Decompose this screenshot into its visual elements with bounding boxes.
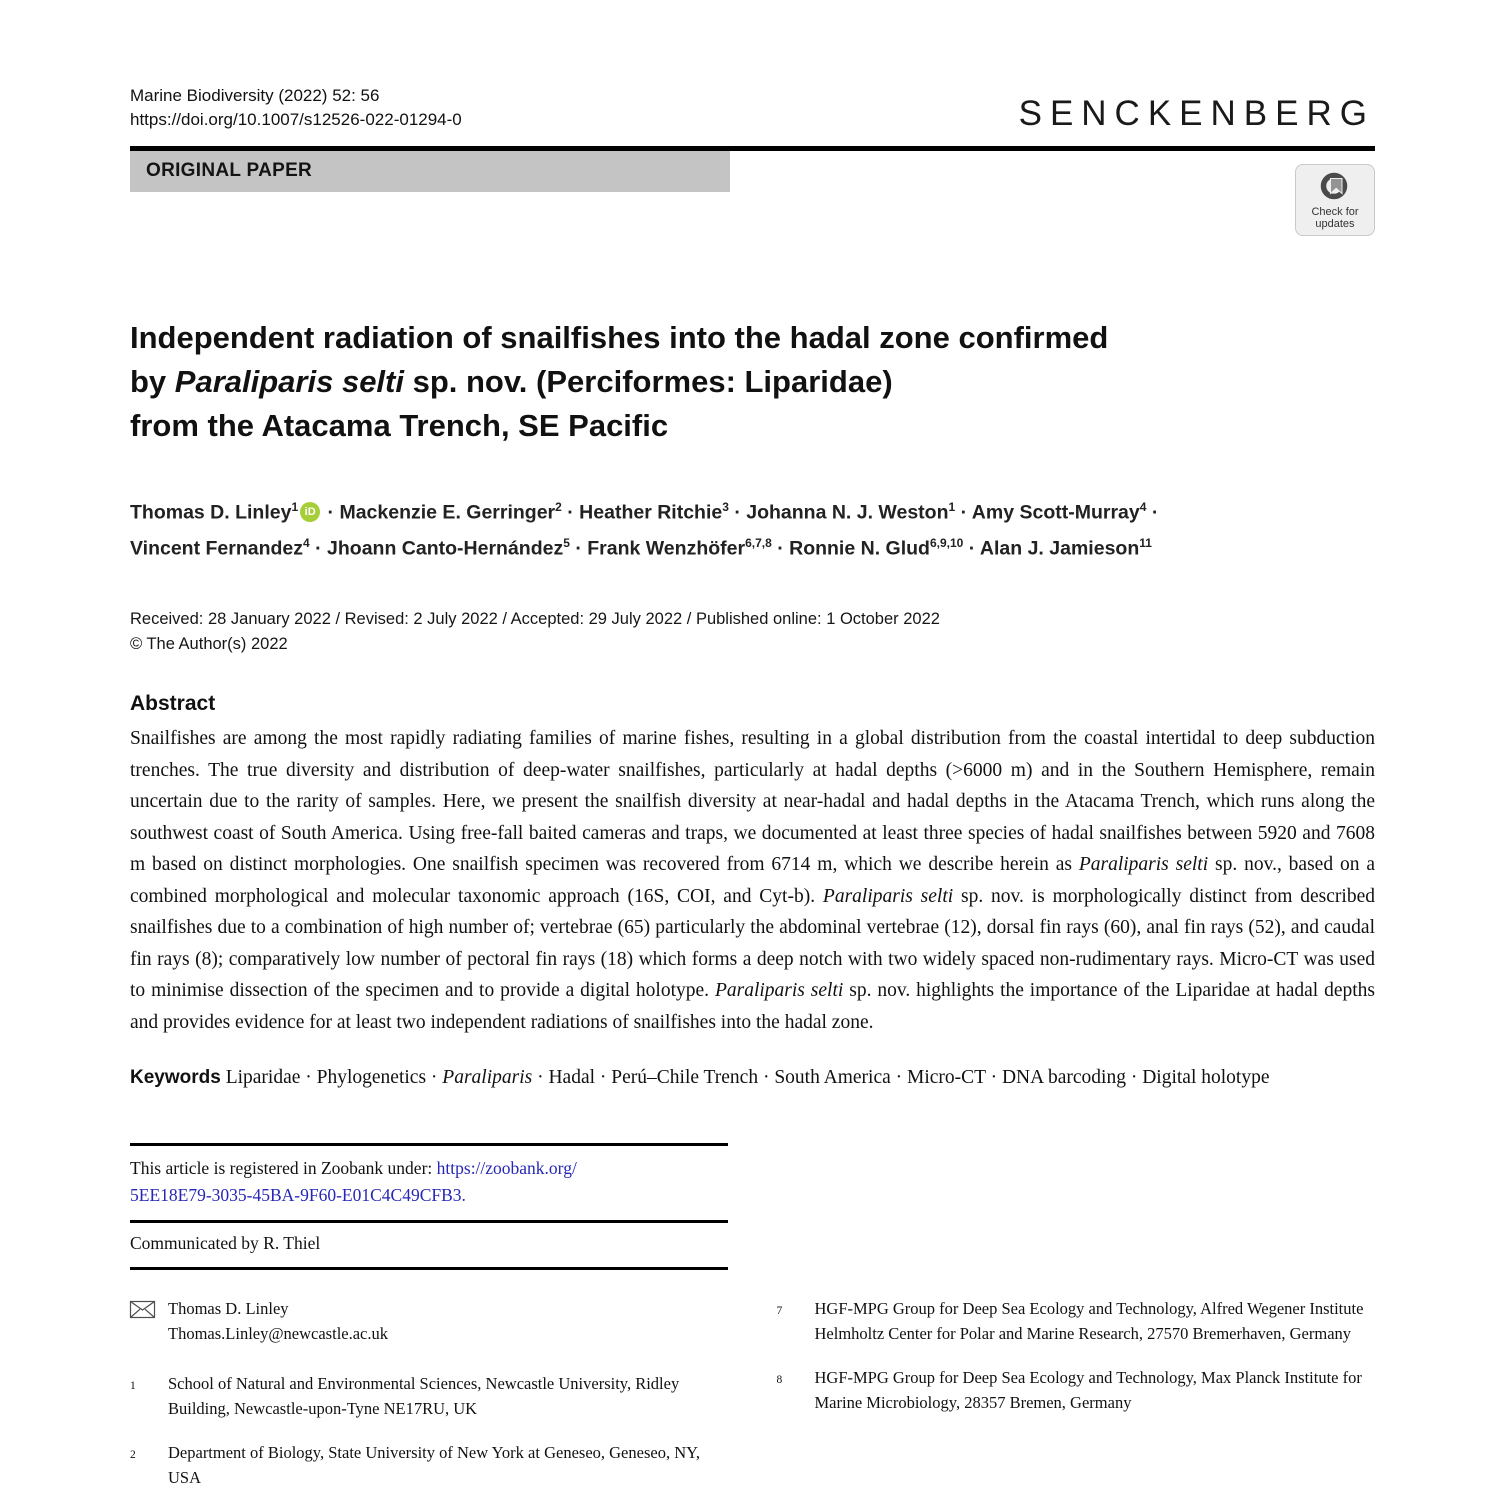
copyright-notice: © The Author(s) 2022 <box>130 635 288 653</box>
publication-meta <box>130 607 1375 657</box>
zoobank-link[interactable]: 5EE18E79-3035-45BA-9F60-E01C4C49CFB3. <box>130 1185 466 1205</box>
journal-citation: Marine Biodiversity (2022) 52: 56 <box>130 86 380 105</box>
footnote-text: HGF-MPG Group for Deep Sea Ecology and Technology, Max Planck Institute for Marine Microbiology, 28357 Bremen, Germany <box>814 1368 1362 1412</box>
citation-block <box>130 84 462 132</box>
footnote-column-left <box>130 1297 729 1487</box>
footnote-text: School of Natural and Environmental Sciences, Newcastle University, Ridley Building, Newcastle-upon-Tyne NE17RU, UK <box>168 1374 680 1418</box>
corresponding-author-name: Thomas D. Linley <box>168 1299 289 1318</box>
publication-dates: Received: 28 January 2022 / Revised: 2 July 2022 / Accepted: 29 July 2022 / Published online: 1 October 2022 <box>130 610 940 628</box>
keywords: Keywords Liparidae · Phylogenetics · Paraliparis · Hadal · Perú–Chile Trench · South America · Micro-CT · DNA barcoding · Digital holotype <box>130 1067 1270 1088</box>
footnote-text: HGF-MPG Group for Deep Sea Ecology and Technology, Alfred Wegener Institute Helmholtz Center for Polar and Marine Research, 27570 Bremerhaven, Germany <box>814 1299 1364 1343</box>
original-paper-label: ORIGINAL PAPER <box>130 151 730 192</box>
senckenberg-logo: SENCKENBERG <box>1018 94 1375 133</box>
registration-box <box>130 1143 728 1270</box>
abstract-heading: Abstract <box>130 692 216 715</box>
footnote-column-right <box>777 1297 1376 1451</box>
communicated-by: Communicated by R. Thiel <box>130 1233 321 1253</box>
journal-header <box>130 84 1375 134</box>
doi-text: https://doi.org/10.1007/s12526-022-01294-0 <box>130 110 462 129</box>
separator-line <box>130 1267 728 1270</box>
title-line-2: by Paraliparis selti sp. nov. (Perciformes: Liparidae) <box>130 364 893 399</box>
section-row <box>130 151 1375 236</box>
bookmark-ring-icon <box>1317 171 1353 205</box>
footnote-text: Department of Biology, State University of New York at Geneseo, Geneseo, NY, USA <box>168 1443 701 1487</box>
footnote-2-clipped <box>130 1441 729 1487</box>
footnote-number: 7 <box>776 1305 783 1317</box>
paper-title <box>130 316 1375 448</box>
author-list: Thomas D. Linley$^1$ iD · Mackenzie E. Gerringer$^2$ · Heather Ritchie$^3$ · Johanna N. J. Weston$^1$ · Amy Scott-Murray$^4$ · Vincent Fernandez$^4$ · Jhoann Canto-Hernández$^5$ · Frank Wenzhöfer$^{6,7,8}$ · Ronnie N. Glud$^{6,9,10}$ · Alan J. Jamieson$^{11}$ <box>130 500 1159 559</box>
footnote-number: 8 <box>776 1374 783 1386</box>
footnote-number: 2 <box>130 1449 136 1461</box>
title-line-1: Independent radiation of snailfishes into the hadal zone confirmed <box>130 320 1109 355</box>
corresponding-author-email[interactable]: Thomas.Linley@newcastle.ac.uk <box>168 1323 388 1343</box>
check-for-updates-badge[interactable] <box>1295 164 1375 236</box>
title-line-3: from the Atacama Trench, SE Pacific <box>130 408 669 443</box>
footnote-1 <box>130 1372 729 1421</box>
corresponding-author-info <box>168 1297 388 1346</box>
footnote-number: 1 <box>130 1380 136 1392</box>
abstract-text: Snailfishes are among the most rapidly radiating families of marine fishes, resulting in a global distribution from the coastal intertidal to deep subduction trenches. The true diversity and distribution of deep-water snailfishes, particularly at hadal depths (>6000 m) and in the Southern Hemisphere, remain uncertain due to the rarity of samples. Here, we present the snailfish diversity at near-hadal and hadal depths in the Atacama Trench, which runs along the southwest coast of South America. Using free-fall baited cameras and traps, we documented at least three species of hadal snailfishes between 5920 and 7608 m based on distinct morphologies. One snailfish specimen was recovered from 6714 m, which we describe herein as Paraliparis selti sp. nov., based on a combined morphological and molecular taxonomic approach (16S, COI, and Cyt-b). Paraliparis selti sp. nov. is morphologically distinct from described snailfishes due to a combination of high number of; vertebrae (65) particularly the abdominal vertebrae (12), dorsal fin rays (60), anal fin rays (52), and caudal fin rays (8); comparatively low number of pectoral fin rays (18) which forms a deep notch with two widely spaced non-rudimentary rays. Micro-CT was used to minimise dissection of the specimen and to provide a digital holotype. Paraliparis selti sp. nov. highlights the importance of the Liparidae at hadal depths and provides evidence for at least two independent radiations of snailfishes into the hadal zone. <box>130 728 1376 1033</box>
email-envelope-icon <box>130 1297 168 1346</box>
footnote-area <box>130 1297 1375 1487</box>
corresponding-author-block <box>130 1297 729 1346</box>
footnote-7 <box>777 1297 1376 1346</box>
check-updates-text: Check for updates <box>1311 205 1359 230</box>
zoobank-link[interactable]: https://zoobank.org/ <box>436 1158 577 1178</box>
orcid-icon[interactable]: iD <box>300 502 320 522</box>
zoobank-registration: This article is registered in Zoobank under: https://zoobank.org/ 5EE18E79-3035-45BA-9F60-E01C4C49CFB3. <box>130 1158 577 1205</box>
footnote-8 <box>777 1366 1376 1415</box>
